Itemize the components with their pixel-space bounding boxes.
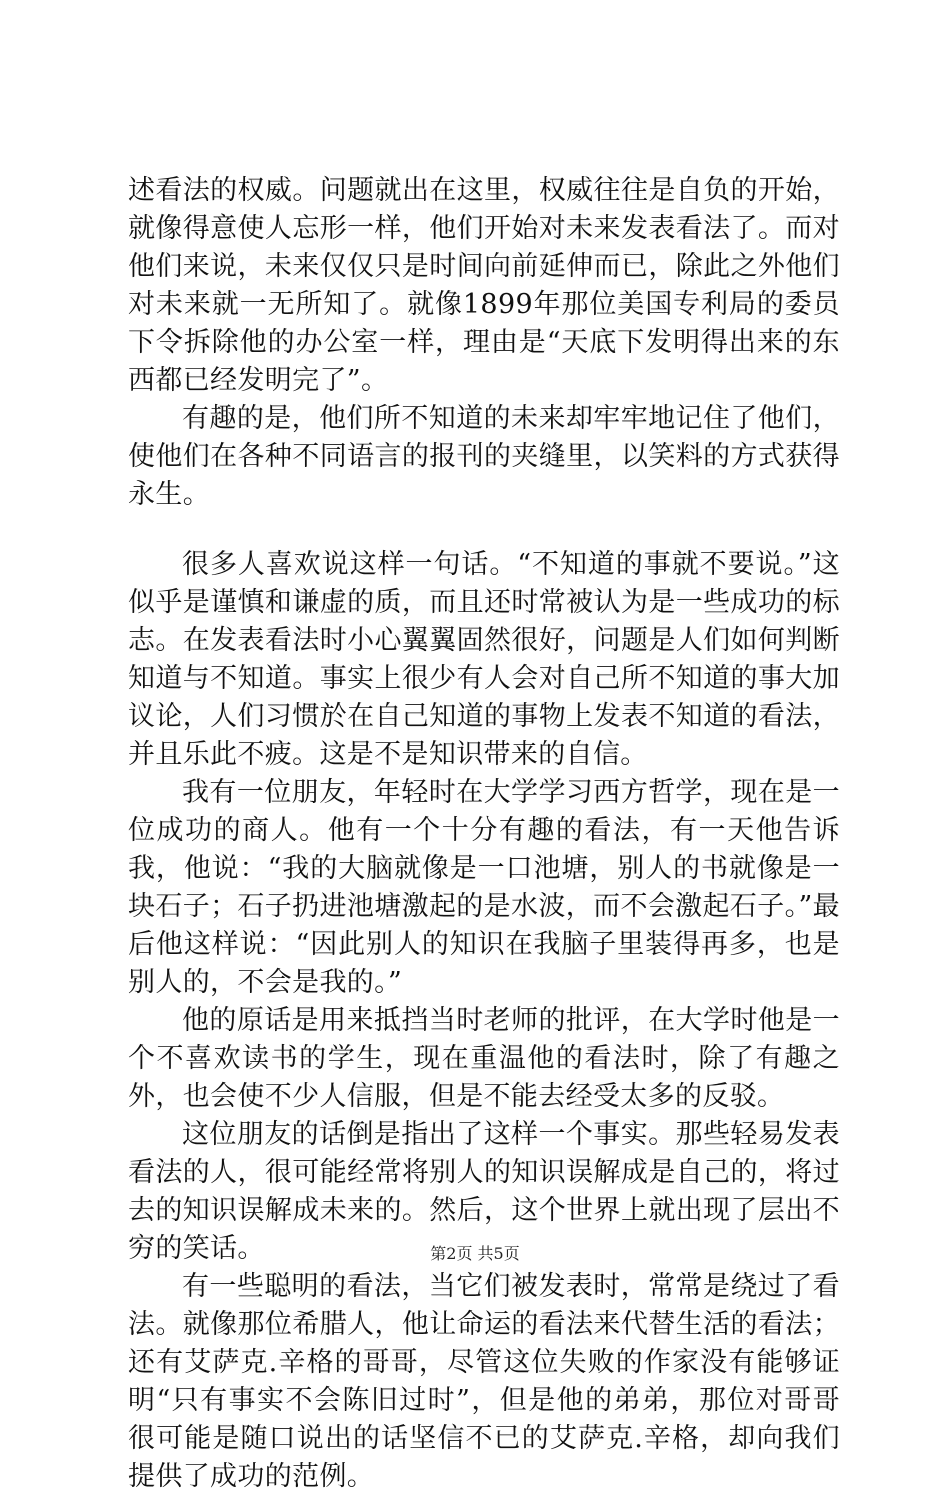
document-body: [128, 172, 840, 1496]
paragraph-gap: [128, 514, 840, 546]
page-number-footer: 第2页 共5页: [430, 1244, 520, 1263]
paragraph: 有一些聪明的看法，当它们被发表时，常常是绕过了看法。就像那位希腊人，他让命运的看法来代替生活的看法；还有艾萨克.辛格的哥哥，尽管这位失败的作家没有能够证明“只有事实不会陈旧过时”，但是他的弟弟，那位对哥哥很可能是随口说出的话坚信不已的艾萨克.辛格，却向我们提供了成功的范例。: [128, 1271, 840, 1492]
paragraph: 很多人喜欢说这样一句话。“不知道的事就不要说。”这似乎是谨慎和谦虚的质，而且还时常被认为是一些成功的标志。在发表看法时小心翼翼固然很好，问题是人们如何判断知道与不知道。事实上很少有人会对自己所不知道的事大加议论，人们习惯於在自己知道的事物上发表不知道的看法，并且乐此不疲。这是不是知识带来的自信。: [128, 549, 840, 770]
paragraph: 他的原话是用来抵挡当时老师的批评，在大学时他是一个不喜欢读书的学生，现在重温他的看法时，除了有趣之外，也会使不少人信服，但是不能去经受太多的反驳。: [128, 1005, 840, 1112]
paragraph: 我有一位朋友，年轻时在大学学习西方哲学，现在是一位成功的商人。他有一个十分有趣的看法，有一天他告诉我，他说：“我的大脑就像是一口池塘，别人的书就像是一块石子；石子扔进池塘激起的是水波，而不会激起石子。”最后他这样说：“因此别人的知识在我脑子里装得再多，也是别人的，不会是我的。”: [128, 777, 840, 998]
paragraph-continued: 述看法的权威。问题就出在这里，权威往往是自负的开始，就像得意使人忘形一样，他们开始对未来发表看法了。而对他们来说，未来仅仅只是时间向前延伸而已，除此之外他们对未来就一无所知了。就像1899年那位美国专利局的委员下令拆除他的办公室一样，理由是“天底下发明得出来的东西都已经发明完了”。: [128, 175, 840, 396]
paragraph: 有趣的是，他们所不知道的未来却牢牢地记住了他们，使他们在各种不同语言的报刊的夹缝里，以笑料的方式获得永生。: [128, 403, 840, 510]
paragraph: 这位朋友的话倒是指出了这样一个事实。那些轻易发表看法的人，很可能经常将别人的知识误解成是自己的，将过去的知识误解成未来的。然后，这个世界上就出现了层出不穷的笑话。: [128, 1119, 840, 1264]
